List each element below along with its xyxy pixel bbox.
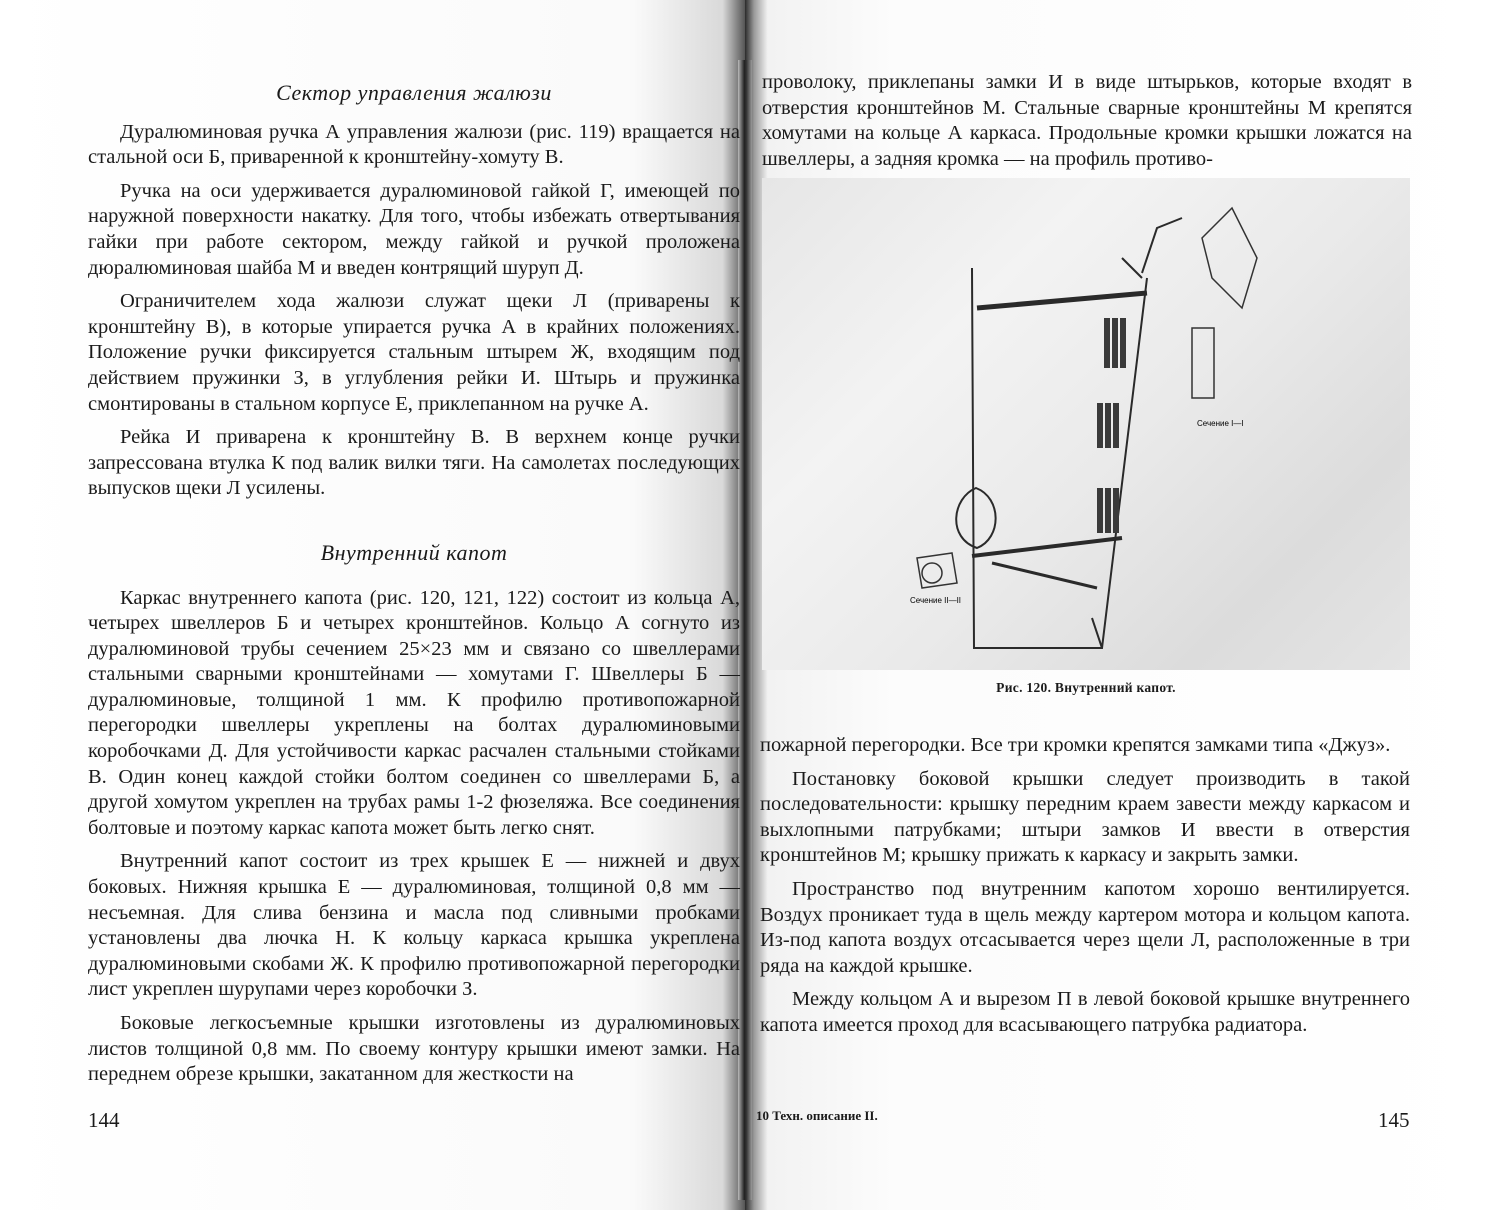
paragraph: проволоку, приклепаны замки И в виде штырьков, которые входят в отверстия кронштейнов М. Стальные сварные кронштейны М крепятся хомутами на кольце А каркаса. Продольные кромки крышки ложатся на швеллеры, а задняя кромка — на профиль противо- (762, 71, 1412, 170)
heading-inner-cowling: Внутренний капот (320, 539, 508, 565)
paragraph: Каркас внутреннего капота (рис. 120, 121, 122) состоит из кольца А, четырех швеллеров Б и четырех кронштейнов. Кольцо А согнуто из дуралюминовой трубы сечением 25×23 мм и связано со швеллерами стальными сварными кронштейнами — хомутами Г. Швеллеры Б — дуралюминовые, толщиной 1 мм. К профилю противопожарной перегородки швеллеры укреплены на болтах дуралюминовыми коробочками Д. Для устойчивости каркас расчален стальными стойками В. Один конец каждой стойки болтом соединен со швеллерами Б, а другой хомутом укреплен на трубах рамы 1-2 фюзеляжа. Все соединения болтовые и поэтому каркас капота может быть легко снят. (88, 586, 740, 839)
heading-sector: Сектор управления жалюзи (276, 80, 552, 105)
paragraph: пожарной перегородки. Все три кромки крепятся замками типа «Джуз». (760, 734, 1391, 756)
page-number-right: 145 (1378, 1108, 1410, 1132)
frame-outline (956, 218, 1182, 648)
signature-mark: 10 Техн. описание II. (756, 1108, 878, 1123)
figure-caption: Рис. 120. Внутренний капот. (996, 680, 1176, 695)
paragraph: Ограничителем хода жалюзи служат щеки Л (приварены к кронштейну В), в которые упирается ручка А в крайних положениях. Положение ручки фиксируется стальным штырем Ж, входящим под действием пружинки З, в углубления рейки И. Штырь и пружинка смонтированы в стальном корпусе Е, приклепанном на ручке А. (88, 290, 740, 415)
cowling-frame-drawing (762, 178, 1410, 670)
paragraph: Внутренний капот состоит из трех крышек Е — нижней и двух боковых. Нижняя крышка Е — дуралюминовая, толщиной 0,8 мм — несъемная. Для слива бензина и масла под сливными пробками установлены два лючка Н. К кольцу каркаса крышка укреплена дуралюминовыми скобами Ж. К профилю противопожарной перегородки лист укреплен шурупами через коробочки З. (88, 850, 740, 1001)
section-label-1: Сечение I—I (1197, 419, 1244, 428)
slot-rows (1097, 318, 1126, 533)
right-text-top (762, 70, 1412, 172)
paragraph: Пространство под внутренним капотом хорошо вентилируется. Воздух проникает туда в щель между картером мотора и кольцом капота. Из-под капота воздух отсасывается через щели Л, расположенные в три ряда на каждой крышке. (760, 877, 1410, 977)
paragraph: Постановку боковой крышки следует производить в такой последовательности: крышку передним краем завести между каркасом и выхлопными патрубками; штыри замков И ввести в отверстия кронштейнов М; крышку прижать к каркасу и закрыть замки. (760, 767, 1410, 867)
left-text-column (88, 80, 740, 1088)
page-number-left: 144 (88, 1108, 120, 1132)
paragraph: Рейка И приварена к кронштейну В. В верхнем конце ручки запрессована втулка К под валик вилки тяги. На самолетах последующих выпусков щеки Л усилены. (88, 426, 740, 500)
right-text-bottom (760, 733, 1410, 1039)
paragraph: Ручка на оси удерживается дуралюминовой гайкой Г, имеющей по наружной поверхности накатку. Для того, чтобы избежать отвертывания гайки при работе сектором, между гайкой и ручкой проложена дюралюминовая шайба М и введен контрящий шуруп Д. (88, 179, 740, 279)
paragraph: Дуралюминовая ручка А управления жалюзи (рис. 119) вращается на стальной оси Б, приваренной к кронштейну-хомуту В. (88, 120, 740, 169)
paragraph: Боковые легкосъемные крышки изготовлены из дуралюминовых листов толщиной 0,8 мм. По своему контуру крышки имеют замки. На переднем обрезе крышки, закатанном для жесткости на (88, 1012, 740, 1086)
section-views (917, 208, 1257, 588)
book-gutter (738, 60, 752, 1200)
figure-120 (762, 178, 1410, 670)
section-label-2: Сечение II—II (910, 596, 962, 605)
paragraph: Между кольцом А и вырезом П в левой боковой крышке внутреннего капота имеется проход для всасывающего патрубка радиатора. (760, 988, 1410, 1036)
